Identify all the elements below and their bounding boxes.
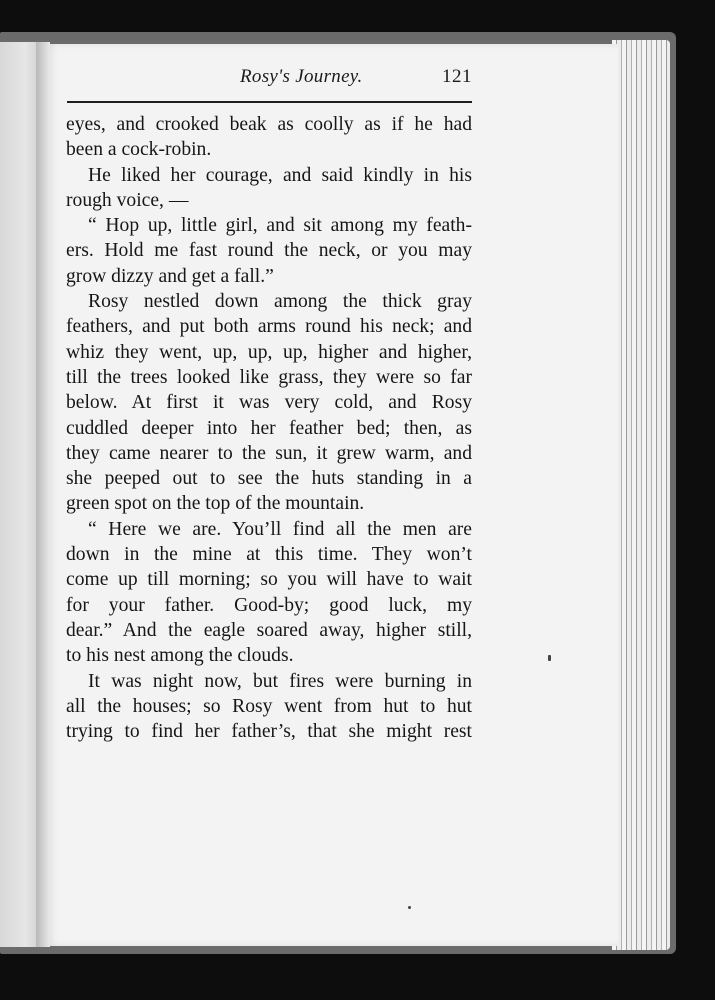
- body-text: [66, 112, 472, 744]
- header-rule: [67, 101, 472, 103]
- text-line: cuddled deeper into her feather bed; then, as: [66, 417, 472, 439]
- text-line: to his nest among the clouds.: [66, 645, 294, 667]
- text-line: whiz they went, up, up, up, higher and higher,: [66, 341, 472, 363]
- text-line: for your father. Good-by; good luck, my: [66, 594, 472, 616]
- text-line: been a cock-robin.: [66, 139, 212, 161]
- text-line: “ Hop up, little girl, and sit among my feath-: [88, 215, 472, 237]
- text-line: rough voice, —: [66, 189, 189, 211]
- text-line: ers. Hold me fast round the neck, or you may: [66, 240, 472, 262]
- text-line: till the trees looked like grass, they were so far: [66, 366, 472, 388]
- page-edges: [612, 40, 670, 950]
- running-title: Rosy's Journey.: [240, 66, 363, 87]
- text-line: dear.” And the eagle soared away, higher still,: [66, 619, 472, 641]
- book-gutter: [36, 42, 50, 947]
- text-line: eyes, and crooked beak as coolly as if he had: [66, 114, 472, 135]
- text-line: all the houses; so Rosy went from hut to hut: [66, 695, 472, 717]
- text-line: trying to find her father’s, that she might rest: [66, 721, 472, 743]
- paper-speck: [548, 655, 551, 661]
- text-line: It was night now, but fires were burning in: [88, 670, 472, 692]
- text-line: grow dizzy and get a fall.”: [66, 265, 274, 287]
- text-line: Rosy nestled down among the thick gray: [88, 291, 472, 313]
- text-line: “ Here we are. You’ll find all the men are: [88, 518, 472, 540]
- text-line: below. At first it was very cold, and Rosy: [66, 392, 472, 414]
- text-line: green spot on the top of the mountain.: [66, 493, 365, 515]
- text-line: she peeped out to see the huts standing in a: [66, 468, 472, 490]
- text-line: come up till morning; so you will have to wait: [66, 569, 472, 591]
- text-line: down in the mine at this time. They won’t: [66, 544, 472, 566]
- page-number: 121: [442, 66, 472, 87]
- running-head: [68, 66, 472, 96]
- paper-speck: [408, 906, 411, 909]
- text-line: they came nearer to the sun, it grew warm, and: [66, 442, 472, 464]
- text-line: He liked her courage, and said kindly in his: [88, 164, 472, 186]
- text-line: feathers, and put both arms round his neck; and: [66, 316, 472, 338]
